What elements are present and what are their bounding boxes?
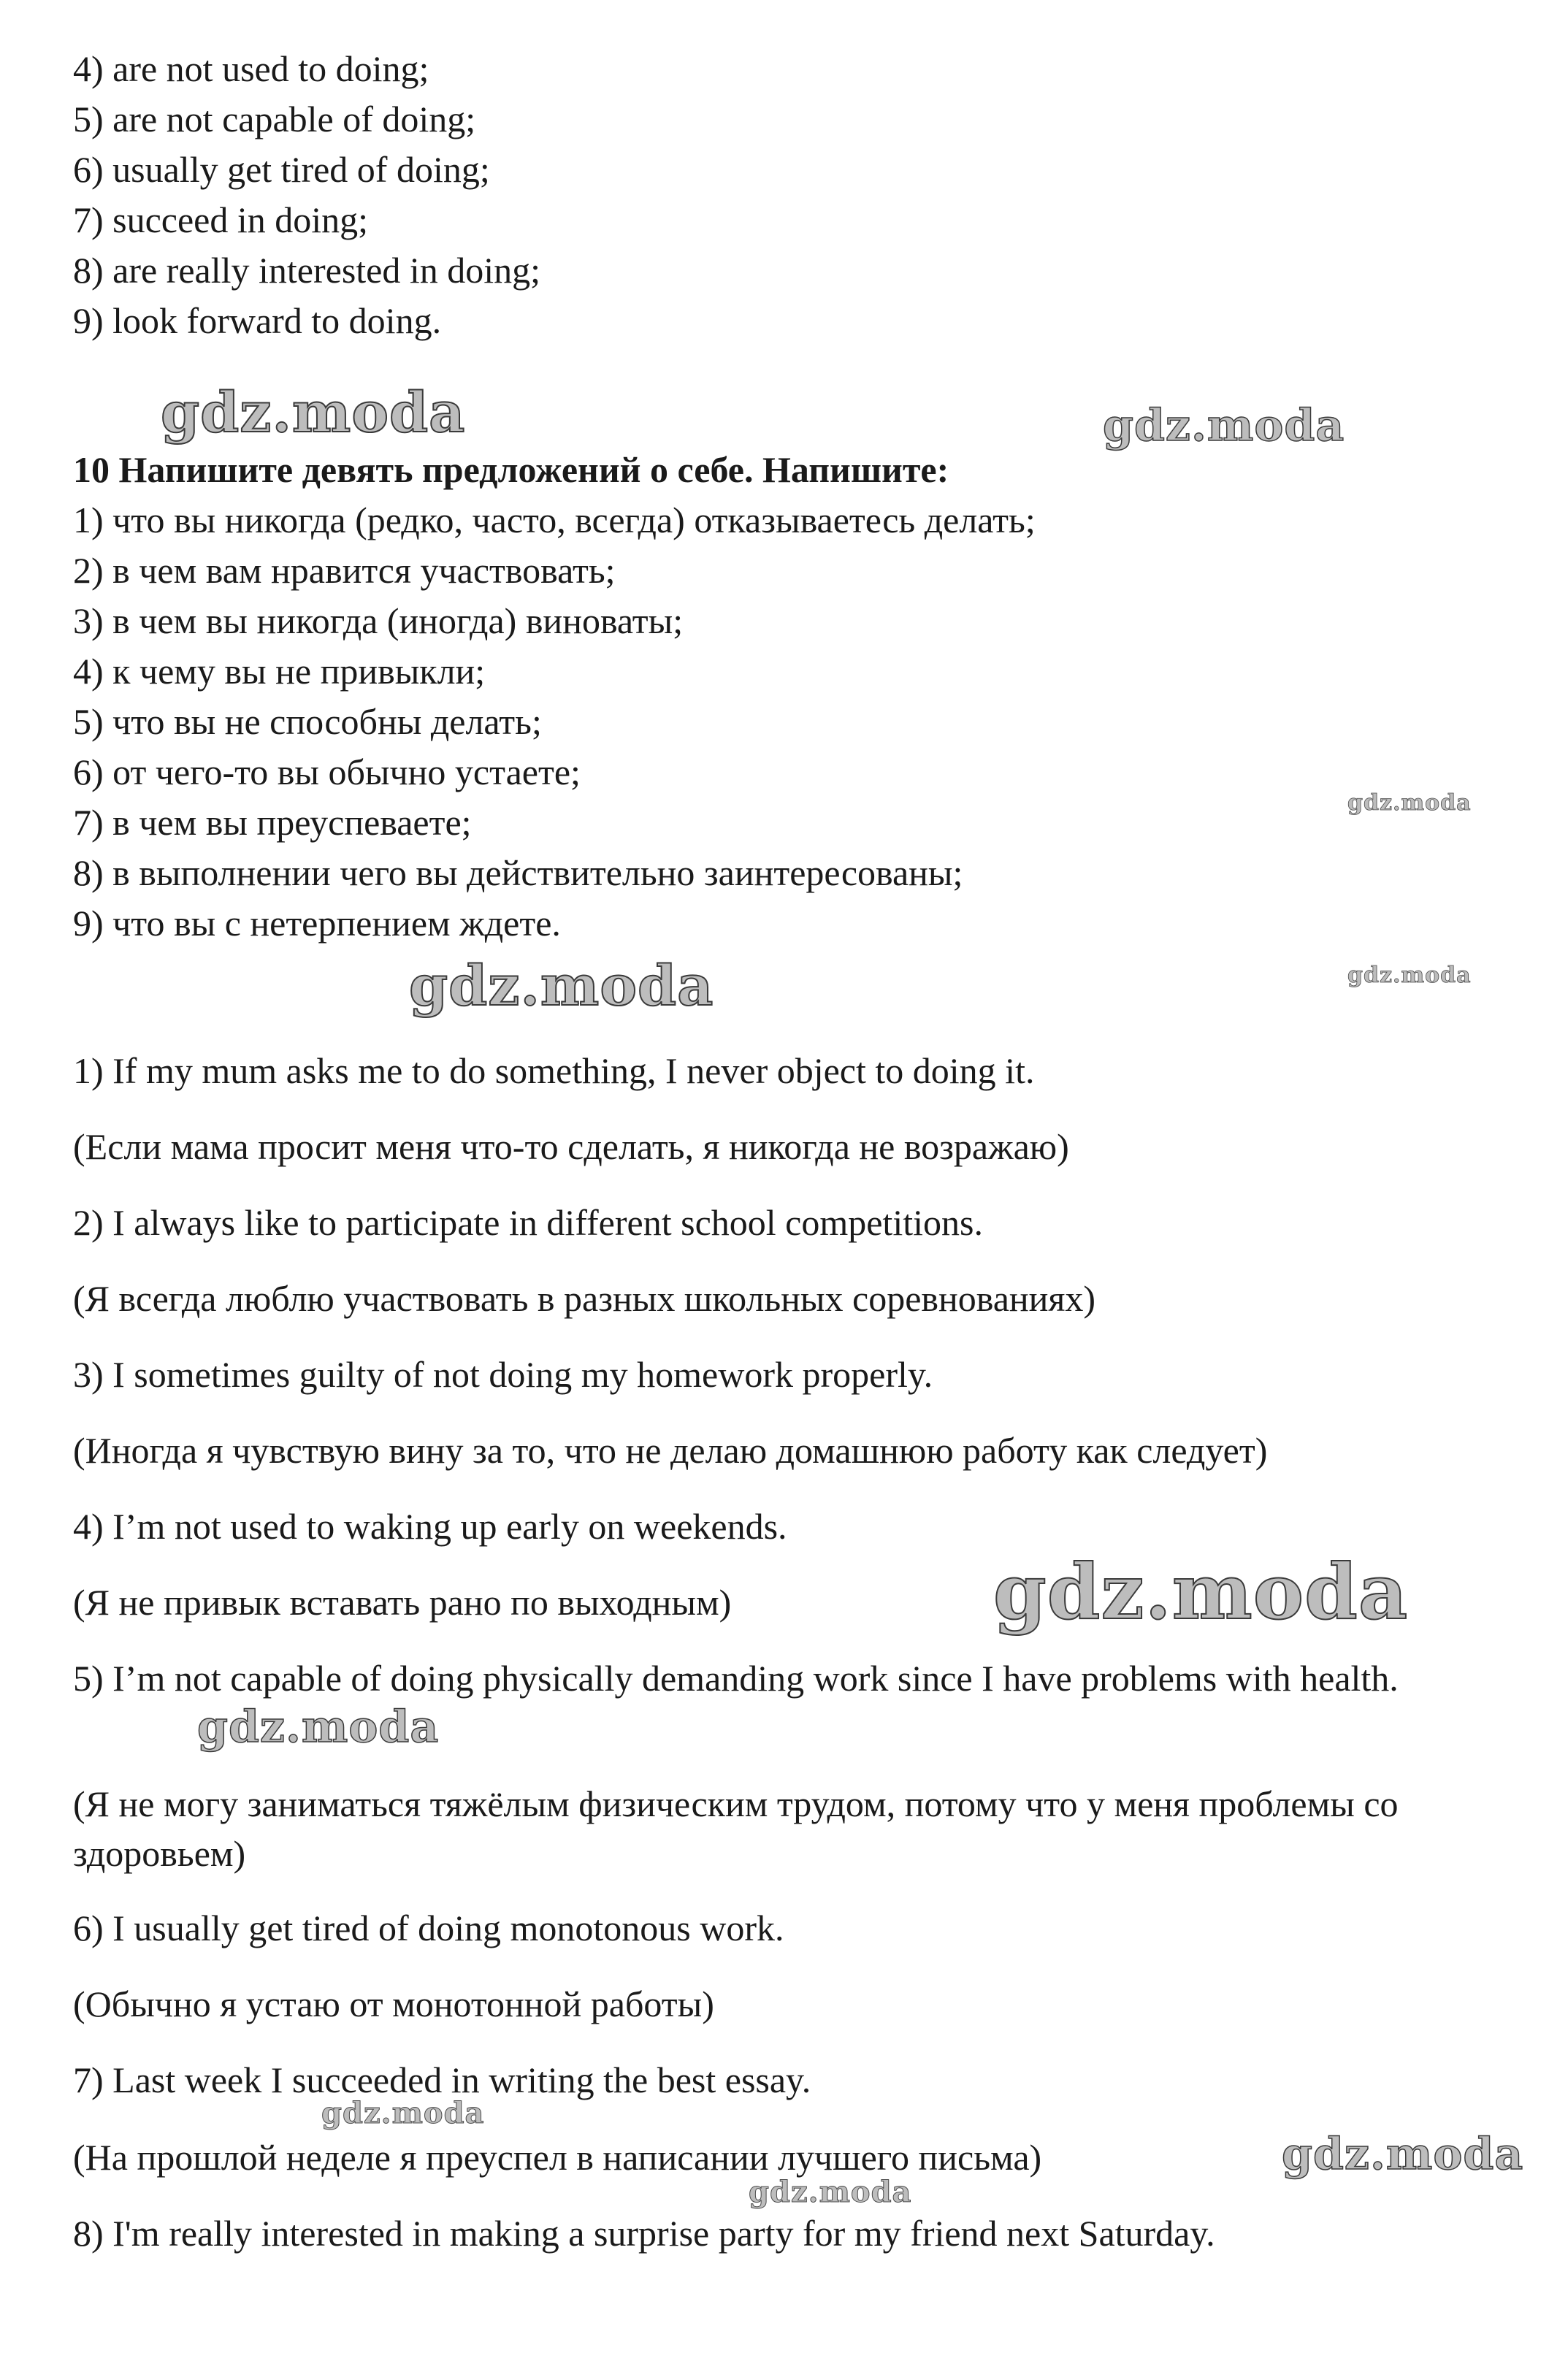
answer-english: 5) I’m not capable of doing physically demanding work since I have problems with health. [73,1658,1399,1699]
task-item: 3) в чем вы никогда (иногда) виноваты; [73,600,684,641]
watermark-logo: gdz.moda [409,953,714,1018]
answer-translation: (Если мама просит меня что-то сделать, я никогда не возражаю) [73,1126,1069,1167]
intro-item: 9) look forward to doing. [73,300,442,341]
watermark-logo: gdz.moda [749,2175,912,2209]
task-item: 9) что вы с нетерпением ждете. [73,903,561,944]
watermark-logo: gdz.moda [1347,963,1472,988]
task-item: 2) в чем вам нравится участвовать; [73,550,616,591]
task-item: 5) что вы не способны делать; [73,701,542,742]
answer-english: 2) I always like to participate in different school competitions. [73,1202,983,1243]
intro-item: 6) usually get tired of doing; [73,149,490,190]
watermark-logo: gdz.moda [321,2096,485,2130]
task-item: 4) к чему вы не привыкли; [73,651,486,692]
answer-translation: (Я не могу заниматься тяжёлым физическим трудом, потому что у меня проблемы со здоровьем) [73,1783,1399,1874]
answer-translation: (Обычно я устаю от монотонной работы) [73,1983,714,2024]
watermark-logo: gdz.moda [161,380,466,445]
answer-english: 8) I'm really interested in making a surprise party for my friend next Saturday. [73,2213,1215,2254]
answer-english: 3) I sometimes guilty of not doing my homework properly. [73,1354,933,1395]
watermark-logo: gdz.moda [1282,2129,1524,2180]
intro-item: 5) are not capable of doing; [73,99,476,139]
watermark-logo: gdz.moda [1103,400,1345,451]
answer-translation: (На прошлой неделе я преуспел в написании лучшего письма) [73,2137,1042,2178]
intro-item: 8) are really interested in doing; [73,250,541,291]
task-item: 8) в выполнении чего вы действительно заинтересованы; [73,852,963,893]
intro-item: 4) are not used to doing; [73,48,429,89]
task-heading: 10 Напишите девять предложений о себе. Напишите: [73,449,949,490]
task-item: 1) что вы никогда (редко, часто, всегда) отказываетесь делать; [73,500,1036,540]
answer-english: 1) If my mum asks me to do something, I never object to doing it. [73,1050,1035,1091]
answer-translation: (Я всегда люблю участвовать в разных школьных соревнованиях) [73,1278,1096,1319]
task-item: 6) от чего-то вы обычно устаете; [73,751,581,792]
watermark-logo: gdz.moda [197,1702,440,1753]
task-item: 7) в чем вы преуспеваете; [73,802,472,843]
intro-item: 7) succeed in doing; [73,199,369,240]
watermark-logo: gdz.moda [993,1547,1409,1637]
answer-english: 4) I’m not used to waking up early on weekends. [73,1506,787,1547]
answer-translation: (Я не привык вставать рано по выходным) [73,1582,732,1623]
watermark-logo: gdz.moda [1347,790,1472,816]
answer-english: 6) I usually get tired of doing monotonous work. [73,1908,784,1948]
answer-translation: (Иногда я чувствую вину за то, что не делаю домашнюю работу как следует) [73,1430,1268,1471]
answer-english: 7) Last week I succeeded in writing the best essay. [73,2059,811,2100]
